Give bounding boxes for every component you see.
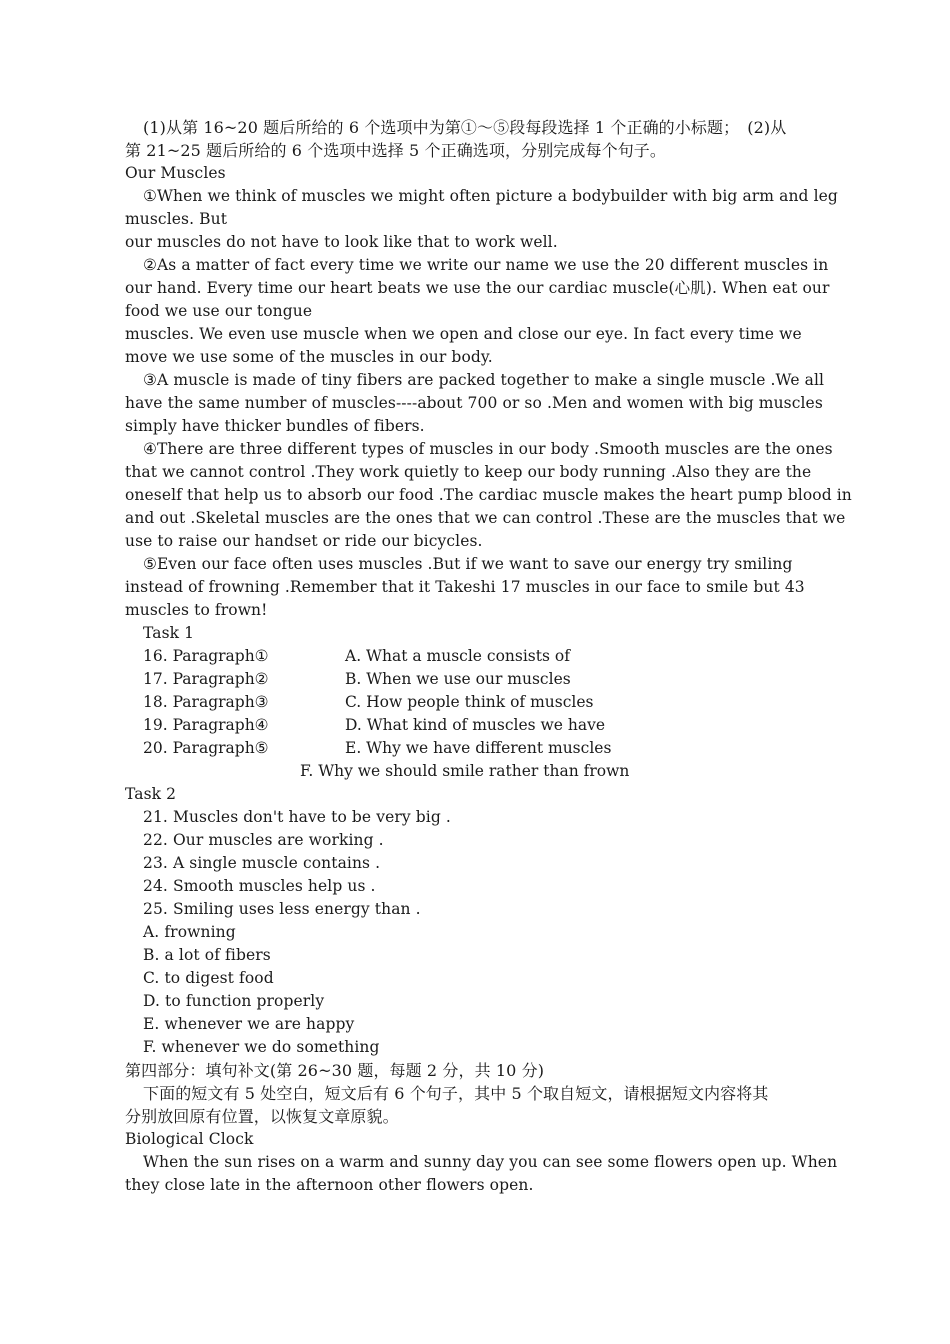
task1-option: C. How people think of muscles [345, 693, 594, 711]
task2-question: 25. Smiling uses less energy than . [143, 900, 421, 918]
task1-option: A. What a muscle consists of [345, 647, 570, 665]
task1-row [125, 737, 830, 760]
part4-line: When the sun rises on a warm and sunny day you can see some flowers open up. When [143, 1153, 838, 1171]
task1-option: E. Why we have different muscles [345, 739, 612, 757]
task2-question: 21. Muscles don't have to be very big . [143, 808, 451, 826]
passage-line: our hand. Every time our heart beats we use the our cardiac muscle(心肌). When eat our [125, 279, 830, 297]
passage-line: muscles to frown! [125, 601, 268, 619]
passage-line: ①When we think of muscles we might often picture a bodybuilder with big arm and leg [143, 187, 838, 205]
passage-line: have the same number of muscles----about 700 or so .Men and women with big muscles [125, 394, 823, 412]
task1-row [125, 645, 830, 668]
passage-line: and out .Skeletal muscles are the ones that we can control .These are the muscles that we [125, 509, 846, 527]
part4-title: Biological Clock [125, 1130, 254, 1148]
task2-option: D. to function properly [143, 992, 325, 1010]
task1-row [125, 691, 830, 714]
instructions-line-1: (1)从第 16~20 题后所给的 6 个选项中为第①～⑤段每段选择 1 个正确的小标题； (2)从 [143, 118, 787, 137]
passage-line: that we cannot control .They work quietly to keep our body running .Also they are the [125, 463, 812, 481]
task1-question: 18. Paragraph③ [143, 693, 269, 711]
task1-option-f: F. Why we should smile rather than frown [300, 762, 630, 780]
task2-option: B. a lot of fibers [143, 946, 271, 964]
passage-line: oneself that help us to absorb our food .The cardiac muscle makes the heart pump blood in [125, 486, 852, 504]
passage-line: muscles. We even use muscle when we open and close our eye. In fact every time we [125, 325, 802, 343]
task2-option: A. frowning [143, 923, 236, 941]
task1-question: 19. Paragraph④ [143, 716, 269, 734]
task2-question: 23. A single muscle contains . [143, 854, 381, 872]
part4-line: they close late in the afternoon other flowers open. [125, 1176, 534, 1194]
task2-option: F. whenever we do something [143, 1038, 380, 1056]
part4-heading: 第四部分：填句补文(第 26~30 题，每题 2 分，共 10 分) [125, 1061, 545, 1080]
instructions-line-2: 第 21~25 题后所给的 6 个选项中选择 5 个正确选项，分别完成每个句子。 [125, 141, 667, 160]
task1-row [125, 714, 830, 737]
passage-line: our muscles do not have to look like that to work well. [125, 233, 558, 251]
passage-line: use to raise our handset or ride our bicycles. [125, 532, 483, 550]
passage-title: Our Muscles [125, 164, 226, 182]
passage-line: food we use our tongue [125, 302, 313, 320]
task2-option: C. to digest food [143, 969, 274, 987]
task1-title: Task 1 [143, 624, 195, 642]
task1-option: B. When we use our muscles [345, 670, 571, 688]
passage-line: ⑤Even our face often uses muscles .But if we want to save our energy try smiling [143, 555, 793, 573]
document-page [125, 116, 852, 1197]
passage-line: ④There are three different types of muscles in our body .Smooth muscles are the ones [143, 440, 833, 458]
task1-question: 16. Paragraph① [143, 647, 269, 665]
task2-question: 24. Smooth muscles help us . [143, 877, 376, 895]
task1-row [125, 668, 830, 691]
passage-line: instead of frowning .Remember that it Takeshi 17 muscles in our face to smile but 43 [125, 578, 805, 596]
task2-title: Task 2 [125, 785, 177, 803]
passage-line: ②As a matter of fact every time we write our name we use the 20 different muscles in [143, 256, 829, 274]
passage-line: simply have thicker bundles of fibers. [125, 417, 425, 435]
task1-question: 20. Paragraph⑤ [143, 739, 269, 757]
task2-option: E. whenever we are happy [143, 1015, 355, 1033]
passage-line: muscles. But [125, 210, 228, 228]
passage-line: move we use some of the muscles in our body. [125, 348, 493, 366]
task2-question: 22. Our muscles are working . [143, 831, 384, 849]
passage-line: ③A muscle is made of tiny fibers are packed together to make a single muscle .We all [143, 371, 825, 389]
part4-instructions-line-2: 分别放回原有位置，以恢复文章原貌。 [125, 1107, 399, 1126]
task1-option: D. What kind of muscles we have [345, 716, 606, 734]
part4-instructions-line-1: 下面的短文有 5 处空白，短文后有 6 个句子，其中 5 个取自短文，请根据短文内容将其 [143, 1084, 769, 1103]
task1-question: 17. Paragraph② [143, 670, 269, 688]
